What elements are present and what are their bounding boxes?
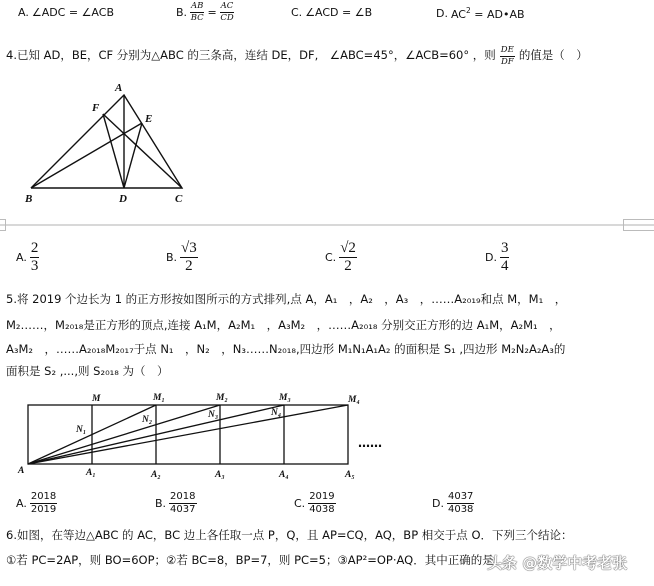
triangle-figure: [0, 70, 220, 220]
q4-option-a: [16, 241, 39, 274]
option-text: ∠ADC = ∠ACB: [31, 6, 114, 19]
option-label: C.: [291, 6, 303, 19]
denominator: DF: [500, 56, 514, 67]
label-d: D: [119, 193, 127, 205]
label-m1: M₁: [153, 393, 165, 403]
label-a: A: [18, 466, 25, 476]
option-label: A.: [18, 6, 29, 19]
option-label: B.: [155, 497, 167, 510]
label-f: F: [92, 102, 100, 114]
q5-stem-line-1: 5.将 2019 个边长为 1 的正方形按如图所示的方式排列,点 A，A₁ ，A₂ ，A₃ ，……A₂₀₁₉和点 M，M₁ ，: [6, 292, 567, 306]
option-label: C.: [294, 497, 306, 510]
numerator: 4037: [447, 491, 474, 502]
label-n4: N₄: [271, 408, 282, 418]
label-a: A: [115, 82, 123, 94]
q3-option-a: [18, 6, 114, 19]
label-a3: A₃: [215, 470, 225, 480]
superscript: 2: [465, 6, 471, 15]
stem-text-end: 的值是（ ）: [518, 48, 588, 63]
watermark: 头条 @数学中考老张: [487, 554, 628, 572]
ellipsis: ……: [358, 436, 382, 450]
option-label: C.: [325, 251, 337, 264]
option-text: ∠ACD = ∠B: [305, 6, 373, 19]
denominator: 4: [500, 258, 509, 274]
q4-option-b: [166, 241, 198, 274]
q5-stem-line-4: 面积是 S₂ ,...,则 S₂₀₁₈ 为（ ）: [6, 364, 169, 378]
numerator: 2018: [30, 491, 57, 502]
denominator: 4038: [447, 504, 474, 515]
fraction-ac-cd: [220, 2, 235, 22]
page-separator: [0, 224, 654, 226]
fraction: [447, 492, 474, 515]
numerator: √3: [181, 240, 197, 256]
label-n1: N₁: [76, 425, 87, 435]
q5-stem-line-3: A₃M₂ ，……A₂₀₁₈M₂₀₁₇于点 N₁ ，N₂ ，N₃……N₂₀₁₈,四边形 M₁N₁A₁A₂ 的面积是 S₁ ,四边形 M₂N₂A₂A₃的: [6, 342, 566, 356]
denominator: 4038: [309, 504, 335, 515]
label-n2: N₂: [142, 415, 153, 425]
option-label: B.: [176, 5, 188, 19]
q4-option-c: [325, 241, 357, 274]
fraction: [30, 492, 57, 515]
numerator: DE: [500, 45, 514, 55]
numerator: 3: [500, 240, 509, 256]
q4-option-d: [485, 241, 509, 274]
fraction: [308, 492, 335, 515]
denominator: 4037: [170, 504, 196, 515]
denominator: 2019: [30, 504, 57, 515]
option-label: D.: [485, 251, 497, 264]
numerator: AC: [220, 1, 234, 11]
numerator: √2: [340, 240, 356, 256]
fraction: [339, 241, 357, 274]
text-post: = AD•AB: [470, 8, 525, 21]
denominator: CD: [220, 12, 234, 23]
label-a2: A₂: [151, 470, 161, 480]
fraction: [180, 241, 198, 274]
fraction-de-df: [500, 46, 515, 66]
label-m4: M₄: [348, 395, 360, 405]
separator-marker-right: [623, 219, 654, 231]
q5-option-b: [155, 492, 197, 515]
option-label: B.: [166, 251, 178, 264]
q4-stem: [6, 46, 588, 66]
label-b: B: [25, 193, 33, 205]
q5-option-c: [294, 492, 336, 515]
denominator: BC: [190, 12, 204, 23]
label-a5: A₅: [345, 470, 355, 480]
label-m2: M₂: [216, 393, 228, 403]
option-label: A.: [16, 251, 27, 264]
numerator: AB: [191, 1, 204, 11]
fraction-ab-bc: [190, 2, 204, 22]
separator-marker-left: [0, 219, 6, 231]
q5-option-a: [16, 492, 57, 515]
label-e: E: [145, 113, 153, 125]
numerator: 2019: [309, 491, 335, 502]
equals-sign: =: [207, 5, 217, 19]
fraction: [30, 241, 40, 274]
numerator: 2: [30, 240, 39, 256]
denominator: 2: [185, 258, 193, 274]
q5-stem-line-2: M₂……，M₂₀₁₈是正方形的顶点,连接 A₁M，A₂M₁ ，A₃M₂ ，……A₂₀₁₈ 分别交正方形的边 A₁M，A₂M₁ ，: [6, 318, 561, 332]
label-c: C: [175, 193, 183, 205]
denominator: 2: [344, 258, 352, 274]
q6-stem-line-2: ①若 PC=2AP，则 BO=6OP；②若 BC=8，BP=7，则 PC=5；③AP²=OP·AQ．其中正确的是: [6, 553, 494, 567]
option-label: A.: [16, 497, 27, 510]
q3-option-c: [291, 6, 372, 19]
label-m: M: [92, 394, 101, 404]
label-n3: N₃: [208, 410, 219, 420]
squares-figure: [0, 385, 400, 485]
fraction: [500, 241, 510, 274]
q5-option-d: [432, 492, 474, 515]
option-text: [451, 6, 525, 21]
text-pre: AC: [450, 8, 466, 21]
stem-text: 4.已知 AD，BE，CF 分别为△ABC 的三条高，连结 DE，DF, ∠ABC=45°，∠ACB=60° ，则: [6, 48, 496, 63]
q6-stem-line-1: 6.如图，在等边△ABC 的 AC，BC 边上各任取一点 P，Q，且 AP=CQ，AQ，BP 相交于点 O．下列三个结论：: [6, 528, 573, 542]
numerator: 2018: [170, 491, 196, 502]
option-label: D.: [432, 497, 444, 510]
option-label: D.: [436, 7, 448, 20]
label-a4: A₄: [279, 470, 289, 480]
label-a1: A₁: [86, 468, 96, 478]
label-m3: M₃: [279, 393, 291, 403]
q3-option-d: [436, 6, 525, 21]
fraction: [169, 492, 196, 515]
denominator: 3: [30, 258, 39, 274]
q3-option-b: [176, 2, 234, 22]
